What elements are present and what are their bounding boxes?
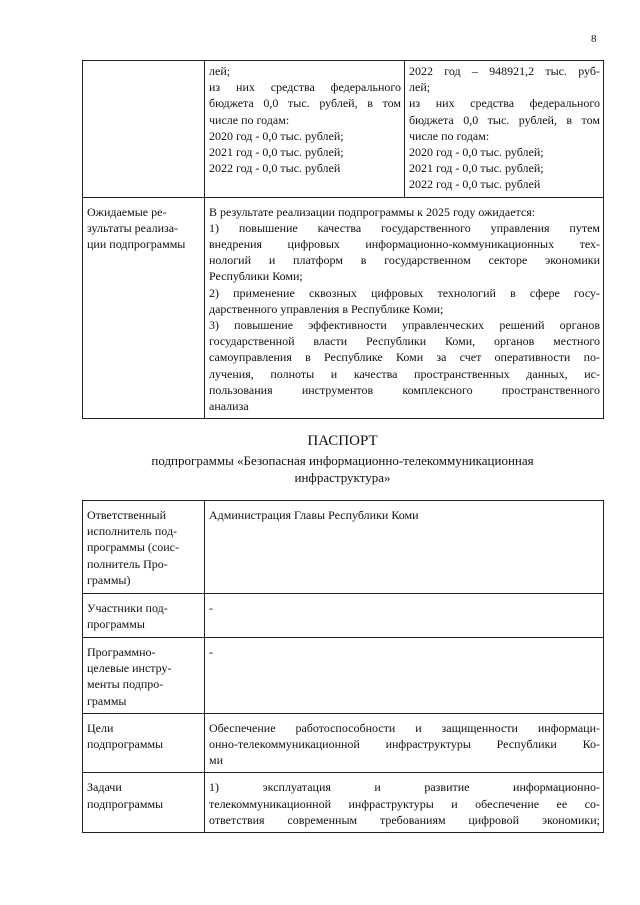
funding-col2-line: 2021 год - 0,0 тыс. рублей;	[409, 161, 544, 176]
row-label-line: граммы)	[87, 572, 131, 587]
tasks-value-cell	[205, 773, 604, 833]
row-label-line: Задачи	[87, 780, 122, 795]
funding-col2-line: из них средства федерального	[409, 96, 600, 111]
expected-results-line: лучения, полноты и качества пространственных данных, ис-	[209, 366, 600, 381]
expected-results-line: анализа	[209, 399, 249, 414]
funding-label-cell	[83, 61, 205, 198]
row-value-line: Администрация Главы Республики Коми	[209, 508, 419, 522]
expected-results-label-cell	[83, 197, 205, 419]
financing-continuation-table	[82, 60, 604, 419]
row-label-line: граммы	[87, 693, 127, 708]
page-number: 8	[591, 33, 597, 45]
funding-col1-line: бюджета 0,0 тыс. рублей, в том	[209, 96, 401, 111]
funding-col1-line: 2021 год - 0,0 тыс. рублей;	[209, 145, 344, 160]
passport-subtitle-line1: подпрограммы «Безопасная информационно-телекоммуникационная	[151, 453, 534, 468]
funding-col2-cell	[405, 61, 604, 198]
row-label-line: целевые инстру-	[87, 661, 172, 676]
row-value-line: 1) эксплуатация и развитие информационно-	[209, 780, 600, 795]
responsible-executor-label-cell	[83, 501, 205, 594]
expected-results-line: государственной власти Республики Коми, органов местного	[209, 334, 600, 349]
expected-results-text-cell	[205, 197, 604, 419]
row-value-line: Обеспечение работоспособности и защищенности информаци-	[209, 720, 600, 735]
program-tools-label-cell	[83, 638, 205, 714]
expected-results-label-line: зультаты реализа-	[87, 220, 179, 235]
expected-results-line: внедрения цифровых информационно-коммуникационных тех-	[209, 237, 600, 252]
passport-title: ПАСПОРТ	[307, 433, 378, 449]
expected-results-row	[83, 197, 604, 419]
row-value-line: телекоммуникационной инфраструктуры и обеспечение ее со-	[209, 796, 600, 811]
expected-results-line: самоуправления в Республике Коми за счет оперативности по-	[209, 350, 600, 365]
row-value-line: -	[209, 645, 213, 659]
responsible-executor-row	[83, 501, 604, 594]
row-label-line: программы (соис-	[87, 540, 179, 555]
expected-results-line: Республики Коми;	[209, 269, 303, 284]
row-value-line: ответствия современным требованиям цифровой экономики;	[209, 812, 600, 827]
tasks-label-cell	[83, 773, 205, 833]
row-label-line: полнитель Про-	[87, 556, 168, 571]
expected-results-line: нологий и платформ в государственном секторе экономики	[209, 253, 600, 268]
row-label-line: Ответственный	[87, 508, 167, 522]
participants-row	[83, 594, 604, 638]
row-label-line: исполнитель под-	[87, 524, 178, 539]
expected-results-line: 2) применение сквозных цифровых технологий в сфере госу-	[209, 285, 600, 300]
responsible-executor-value-cell	[205, 501, 604, 594]
funding-col2-line: лей;	[409, 80, 431, 95]
row-label-line: менты подпро-	[87, 677, 164, 692]
participants-value-cell	[205, 594, 604, 638]
funding-row	[83, 61, 604, 198]
row-label-line: Участники под-	[87, 601, 168, 615]
expected-results-line: пользования инструментов комплексного пространственного	[209, 382, 600, 397]
row-label-line: подпрограммы	[87, 796, 164, 811]
funding-col1-line: 2020 год - 0,0 тыс. рублей;	[209, 128, 344, 143]
passport-subtitle-line2: инфраструктура»	[294, 470, 391, 485]
funding-col1-cell	[205, 61, 405, 198]
goals-value-cell	[205, 713, 604, 773]
funding-col2-line: 2020 год - 0,0 тыс. рублей;	[409, 145, 544, 160]
goals-label-cell	[83, 713, 205, 773]
passport-table	[82, 500, 604, 833]
expected-results-line: дарственного управления в Республике Коми;	[209, 301, 444, 316]
tasks-row	[83, 773, 604, 833]
row-label-line: Цели	[87, 720, 114, 735]
funding-col1-line: лей;	[209, 64, 231, 78]
expected-results-line: 1) повышение качества государственного управления путем	[209, 220, 600, 235]
goals-row	[83, 713, 604, 773]
row-label-line: Программно-	[87, 645, 156, 659]
funding-col2-line: 2022 год – 948921,2 тыс. руб-	[409, 64, 600, 78]
row-label-line: программы	[87, 617, 145, 632]
row-label-line: подпрограммы	[87, 737, 164, 752]
row-value-line: -	[209, 601, 213, 615]
participants-label-cell	[83, 594, 205, 638]
funding-col2-line: 2022 год - 0,0 тыс. рублей	[409, 177, 541, 192]
expected-results-line: В результате реализации подпрограммы к 2025 году ожидается:	[209, 204, 536, 219]
expected-results-label-line: ции подпрограммы	[87, 237, 186, 252]
funding-col2-line: числе по годам:	[409, 128, 490, 143]
row-value-line: онно-телекоммуникационной инфраструктуры Республики Ко-	[209, 737, 600, 752]
funding-col2-line: бюджета 0,0 тыс. рублей, в том	[409, 112, 600, 127]
program-tools-row	[83, 638, 604, 714]
expected-results-label-line: Ожидаемые ре-	[87, 204, 167, 219]
expected-results-line: 3) повышение эффективности управленческих решений органов	[209, 318, 600, 333]
funding-col1-line: числе по годам:	[209, 112, 290, 127]
row-value-line: ми	[209, 753, 224, 768]
funding-col1-line: из них средства федерального	[209, 80, 401, 95]
program-tools-value-cell	[205, 638, 604, 714]
funding-col1-line: 2022 год - 0,0 тыс. рублей	[209, 161, 341, 176]
